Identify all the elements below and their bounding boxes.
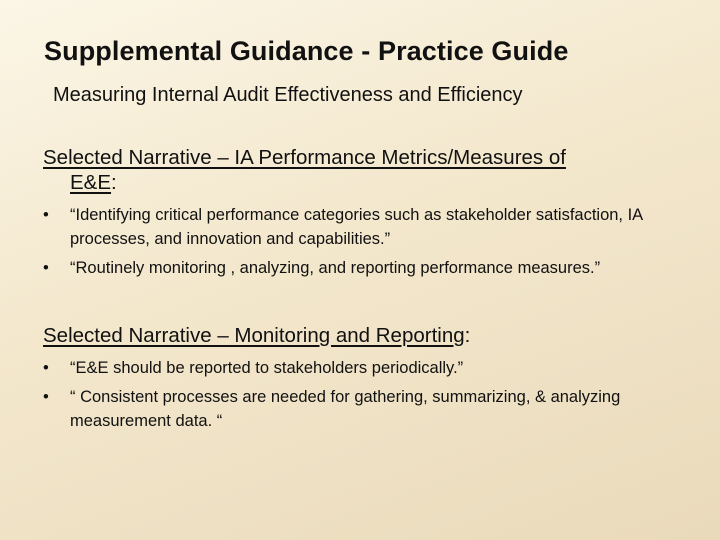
bullet-icon: • (43, 359, 49, 377)
bullet-item (43, 256, 660, 280)
section-monitoring-reporting (43, 323, 683, 438)
bullet-text: “ Consistent processes are needed for gathering, summarizing, & analyzing measurement data. “ (70, 388, 621, 430)
section-heading-line2 (43, 170, 683, 195)
section-heading-colon: : (464, 324, 471, 347)
section-heading-main: Selected Narrative – Monitoring and Reporting (43, 324, 465, 347)
bullet-icon: • (43, 259, 49, 277)
section-heading (43, 145, 683, 195)
bullet-item (43, 356, 660, 380)
section-heading-line1: Selected Narrative – IA Performance Metrics/Measures of (43, 146, 566, 169)
bullet-icon: • (43, 206, 49, 224)
slide-title: Supplemental Guidance - Practice Guide (44, 36, 569, 66)
bullet-list (43, 203, 683, 280)
section-heading-colon: : (111, 171, 117, 194)
bullet-text: “Identifying critical performance categories such as stakeholder satisfaction, IA processes, and innovation and capabilities.” (70, 206, 643, 248)
bullet-item (43, 385, 660, 433)
bullet-icon: • (43, 388, 49, 406)
section-heading (43, 323, 683, 348)
slide-subtitle: Measuring Internal Audit Effectiveness and Efficiency (53, 84, 523, 106)
section-heading-term: E&E (70, 171, 112, 194)
section-performance-metrics (43, 145, 683, 285)
bullet-item (43, 203, 660, 251)
bullet-list (43, 356, 683, 433)
bullet-text: “Routinely monitoring , analyzing, and reporting performance measures.” (70, 259, 601, 277)
bullet-text: “E&E should be reported to stakeholders periodically.” (70, 359, 464, 377)
